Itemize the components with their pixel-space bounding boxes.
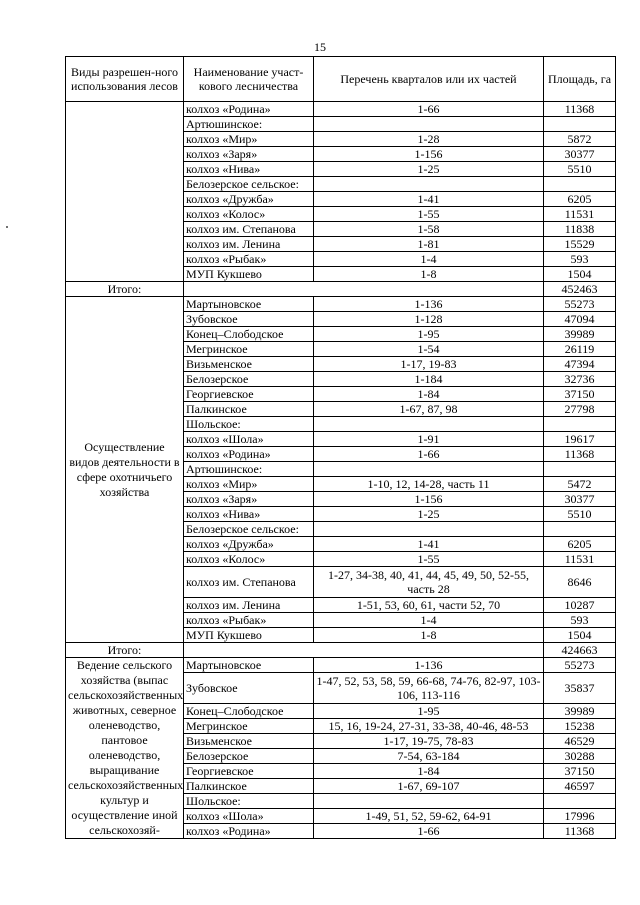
area-cell: 1504 [544,267,616,282]
quarters-cell: 1-95 [314,327,544,342]
quarters-cell: 1-84 [314,387,544,402]
quarters-cell: 7-54, 63-184 [314,749,544,764]
quarters-cell: 1-58 [314,222,544,237]
header-area: Площадь, га [544,57,616,102]
area-cell: 11368 [544,102,616,117]
total-row [66,643,616,658]
area-cell: 5510 [544,162,616,177]
forestry-name-cell: Конец–Слободское [184,327,314,342]
forestry-name-cell: колхоз «Нива» [184,162,314,177]
forestry-name-cell: Визьменское [184,734,314,749]
forestry-name-cell: Зубовское [184,312,314,327]
quarters-cell: 1-4 [314,252,544,267]
area-cell [544,522,616,537]
forestry-name-cell: колхоз «Дружба» [184,192,314,207]
area-cell [544,177,616,192]
header-forestry: Наименование участ-кового лесничества [184,57,314,102]
quarters-cell: 1-54 [314,342,544,357]
area-cell: 26119 [544,342,616,357]
forestry-name-cell: колхоз «Шола» [184,809,314,824]
quarters-cell: 1-8 [314,628,544,643]
quarters-cell: 1-27, 34-38, 40, 41, 44, 45, 49, 50, 52-55, часть 28 [314,567,544,598]
area-cell: 47094 [544,312,616,327]
forestry-name-cell: колхоз «Мир» [184,477,314,492]
area-cell: 10287 [544,598,616,613]
area-cell: 11368 [544,447,616,462]
quarters-cell: 1-17, 19-83 [314,357,544,372]
area-cell: 30377 [544,147,616,162]
forestry-name-cell: колхоз им. Степанова [184,222,314,237]
quarters-cell [314,417,544,432]
area-cell: 46597 [544,779,616,794]
forestry-name-cell: Белозерское сельское: [184,522,314,537]
area-cell: 1504 [544,628,616,643]
scan-speck [6,226,8,228]
forestry-name-cell: колхоз «Рыбак» [184,613,314,628]
area-cell: 11531 [544,552,616,567]
area-cell [544,117,616,132]
quarters-cell: 1-51, 53, 60, 61, части 52, 70 [314,598,544,613]
forestry-name-cell: колхоз «Дружба» [184,537,314,552]
forestry-name-cell: Мартыновское [184,658,314,673]
table-body [66,102,616,839]
area-cell: 39989 [544,704,616,719]
quarters-cell: 1-28 [314,132,544,147]
area-cell: 47394 [544,357,616,372]
quarters-cell: 1-41 [314,537,544,552]
quarters-cell: 1-66 [314,447,544,462]
quarters-cell: 1-67, 69-107 [314,779,544,794]
quarters-cell: 1-41 [314,192,544,207]
area-cell: 6205 [544,537,616,552]
forestry-name-cell: Мегринское [184,719,314,734]
use-type-cell: Осуществление видов деятельности в сфере охотничьего хозяйства [66,297,184,643]
quarters-cell: 1-66 [314,102,544,117]
table-row [66,102,616,117]
area-cell [544,794,616,809]
forestry-name-cell: колхоз «Заря» [184,492,314,507]
forestry-name-cell: колхоз «Рыбак» [184,252,314,267]
forestry-name-cell: Палкинское [184,779,314,794]
forestry-name-cell: колхоз им. Степанова [184,567,314,598]
forestry-name-cell: Зубовское [184,673,314,704]
quarters-cell: 1-91 [314,432,544,447]
area-cell: 593 [544,613,616,628]
forestry-name-cell: колхоз им. Ленина [184,598,314,613]
forestry-name-cell: Георгиевское [184,387,314,402]
area-cell: 37150 [544,764,616,779]
total-value: 424663 [544,643,616,658]
quarters-cell: 1-25 [314,507,544,522]
forestry-name-cell: МУП Кукшево [184,628,314,643]
forestry-name-cell: Белозерское [184,372,314,387]
area-cell: 46529 [544,734,616,749]
table-row [66,297,616,312]
page-number: 15 [314,40,326,54]
quarters-cell: 1-128 [314,312,544,327]
total-spacer [184,282,544,297]
area-cell: 11368 [544,824,616,839]
quarters-cell: 1-55 [314,207,544,222]
forestry-name-cell: колхоз «Колос» [184,207,314,222]
forestry-name-cell: Мартыновское [184,297,314,312]
forestry-name-cell: Шольское: [184,417,314,432]
quarters-cell: 1-49, 51, 52, 59-62, 64-91 [314,809,544,824]
area-cell: 19617 [544,432,616,447]
table-header-row [66,57,616,102]
forestry-name-cell: Мегринское [184,342,314,357]
area-cell: 55273 [544,658,616,673]
area-cell: 8646 [544,567,616,598]
forestry-name-cell: колхоз «Мир» [184,132,314,147]
use-type-cell [66,102,184,282]
forestry-name-cell: Белозерское сельское: [184,177,314,192]
forestry-name-cell: колхоз «Родина» [184,824,314,839]
forestry-name-cell: колхоз «Нива» [184,507,314,522]
quarters-cell: 1-25 [314,162,544,177]
area-cell: 39989 [544,327,616,342]
quarters-cell [314,794,544,809]
area-cell: 15238 [544,719,616,734]
forestry-name-cell: Конец–Слободское [184,704,314,719]
quarters-cell: 1-47, 52, 53, 58, 59, 66-68, 74-76, 82-97, 103-106, 113-116 [314,673,544,704]
area-cell: 15529 [544,237,616,252]
quarters-cell [314,462,544,477]
area-cell: 11531 [544,207,616,222]
use-type-cell: Ведение сельского хозяйства (выпас сельскохозяйственных животных, северное оленеводство, пантовое оленеводство, выращивание сельскохозяйственных культур и осуществление иной сельскохозяй- [66,658,184,839]
quarters-cell: 1-136 [314,658,544,673]
quarters-cell: 1-156 [314,492,544,507]
forestry-name-cell: Белозерское [184,749,314,764]
total-value: 452463 [544,282,616,297]
quarters-cell: 1-84 [314,764,544,779]
forestry-name-cell: Артюшинское: [184,462,314,477]
forestry-name-cell: колхоз «Родина» [184,447,314,462]
forestry-name-cell: Палкинское [184,402,314,417]
area-cell: 17996 [544,809,616,824]
header-quarters: Перечень кварталов или их частей [314,57,544,102]
area-cell: 593 [544,252,616,267]
quarters-cell: 1-8 [314,267,544,282]
forestry-name-cell: колхоз «Родина» [184,102,314,117]
forestry-name-cell: Визьменское [184,357,314,372]
quarters-cell: 1-66 [314,824,544,839]
forestry-name-cell: МУП Кукшево [184,267,314,282]
quarters-cell: 1-55 [314,552,544,567]
area-cell [544,462,616,477]
quarters-cell: 1-81 [314,237,544,252]
quarters-cell: 1-184 [314,372,544,387]
quarters-cell [314,522,544,537]
total-label: Итого: [66,643,184,658]
total-row [66,282,616,297]
forestry-name-cell: колхоз «Заря» [184,147,314,162]
forestry-name-cell: колхоз им. Ленина [184,237,314,252]
area-cell: 32736 [544,372,616,387]
area-cell: 5472 [544,477,616,492]
forestry-name-cell: колхоз «Колос» [184,552,314,567]
quarters-cell: 1-67, 87, 98 [314,402,544,417]
quarters-cell [314,117,544,132]
quarters-cell: 15, 16, 19-24, 27-31, 33-38, 40-46, 48-53 [314,719,544,734]
total-label: Итого: [66,282,184,297]
quarters-cell: 1-156 [314,147,544,162]
forestry-name-cell: Георгиевское [184,764,314,779]
quarters-cell: 1-17, 19-75, 78-83 [314,734,544,749]
area-cell: 30377 [544,492,616,507]
area-cell: 37150 [544,387,616,402]
quarters-cell: 1-95 [314,704,544,719]
area-cell: 30288 [544,749,616,764]
area-cell: 5872 [544,132,616,147]
total-spacer [184,643,544,658]
area-cell [544,417,616,432]
forest-use-table [65,56,616,839]
forestry-name-cell: Артюшинское: [184,117,314,132]
area-cell: 35837 [544,673,616,704]
quarters-cell [314,177,544,192]
header-use: Виды разрешен-ного использования лесов [66,57,184,102]
area-cell: 11838 [544,222,616,237]
quarters-cell: 1-136 [314,297,544,312]
area-cell: 27798 [544,402,616,417]
table-row [66,658,616,673]
forestry-name-cell: Шольское: [184,794,314,809]
quarters-cell: 1-10, 12, 14-28, часть 11 [314,477,544,492]
area-cell: 6205 [544,192,616,207]
area-cell: 55273 [544,297,616,312]
forestry-name-cell: колхоз «Шола» [184,432,314,447]
quarters-cell: 1-4 [314,613,544,628]
area-cell: 5510 [544,507,616,522]
